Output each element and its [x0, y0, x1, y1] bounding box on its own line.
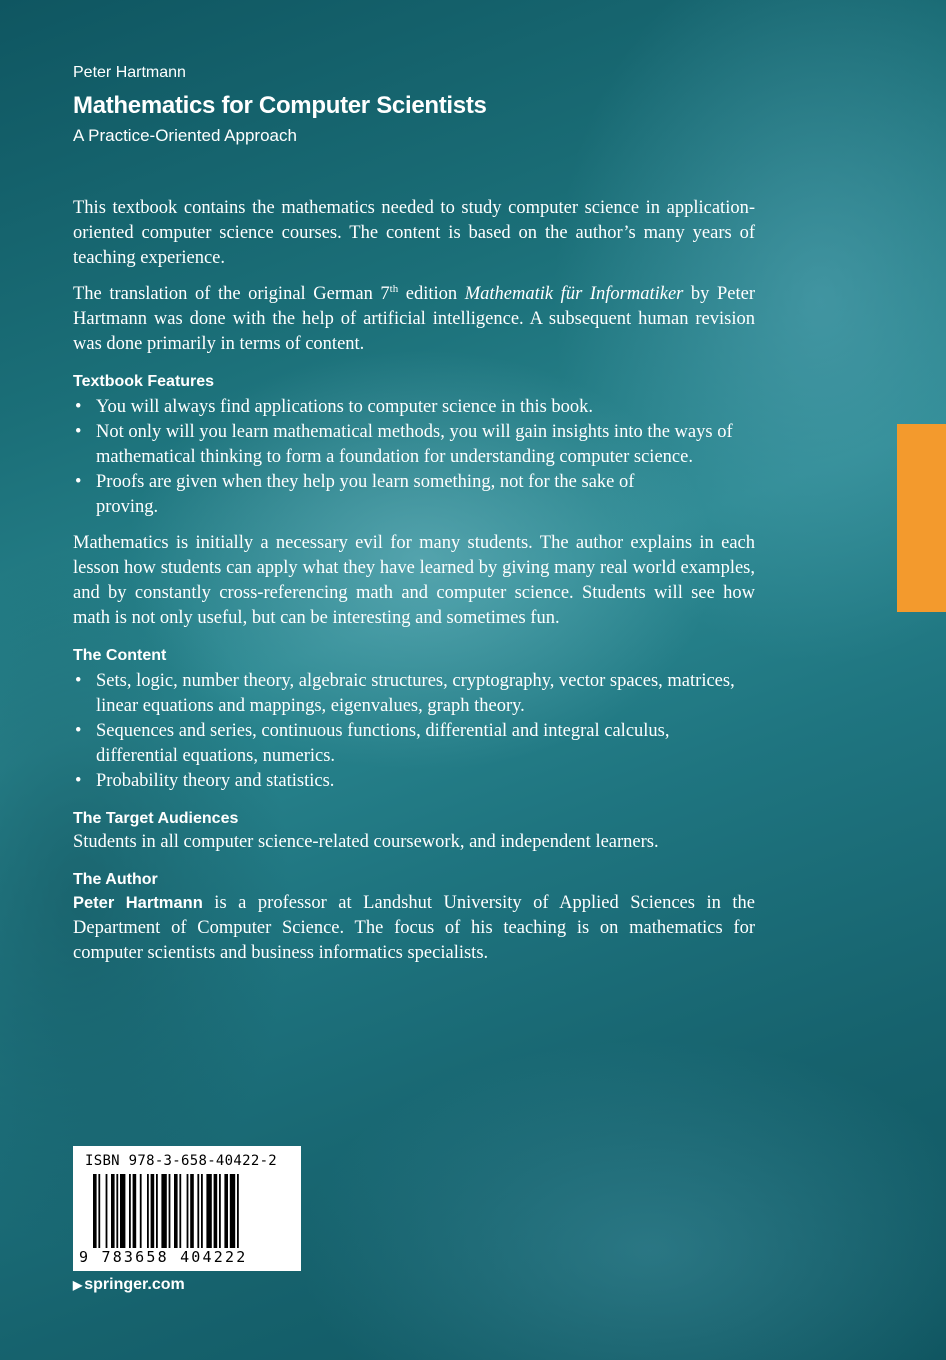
barcode-bar	[237, 1174, 239, 1248]
features-list	[73, 395, 755, 520]
book-title: Mathematics for Computer Scientists	[73, 92, 487, 119]
barcode-bar	[120, 1174, 125, 1248]
author-bio-name: Peter Hartmann	[73, 894, 203, 912]
barcode-digits: 9 783658 404222	[79, 1248, 248, 1266]
barcode-bar	[147, 1174, 149, 1248]
list-item: • Proofs are given when they help you learn something, not for the sake of proving.	[75, 472, 635, 517]
barcode-bar	[129, 1174, 131, 1248]
barcode-bar	[197, 1174, 199, 1248]
author-bio: Peter Hartmann is a professor at Landshut University of Applied Sciences in the Department of Computer Science. The focus of his teaching is on mathematics for computer scientists and business informatics specialists.	[73, 893, 755, 963]
orange-color-tab	[897, 424, 946, 612]
audience-heading: The Target Audiences	[73, 810, 239, 827]
barcode-bar	[174, 1174, 178, 1248]
barcode-bar	[214, 1174, 218, 1248]
content-list	[73, 669, 755, 794]
barcode-bar	[106, 1174, 108, 1248]
list-item: • Probability theory and statistics.	[75, 771, 335, 791]
barcode-bar	[140, 1174, 142, 1248]
intro-paragraph: This textbook contains the mathematics needed to study computer science in application-oriented computer science courses. The content is based on the author’s many years of teaching experience.	[73, 198, 755, 268]
barcode-bar	[116, 1174, 118, 1248]
barcode-bar	[111, 1174, 115, 1248]
book-subtitle: A Practice-Oriented Approach	[73, 126, 297, 145]
barcode-bar	[133, 1174, 137, 1248]
author-name: Peter Hartmann	[73, 64, 186, 81]
content-heading: The Content	[73, 647, 167, 664]
springer-link[interactable]	[73, 1276, 185, 1294]
barcode-bar	[190, 1174, 194, 1248]
barcode-bar	[156, 1174, 158, 1248]
barcode-bar	[219, 1174, 221, 1248]
barcode-bar	[230, 1174, 235, 1248]
arrow-icon: ▶	[73, 1278, 83, 1292]
translation-paragraph: The translation of the original German 7th edition Mathematik für Informatiker by Peter Hartmann was done with the help of artificial intelligence. A subsequent human revision was done primarily in terms of content.	[73, 282, 756, 354]
barcode-bar	[169, 1174, 171, 1248]
list-item: • Not only will you learn mathematical methods, you will gain insights into the ways of mathematical thinking to form a foundation for understanding computer science.	[75, 422, 733, 467]
features-heading: Textbook Features	[73, 373, 215, 390]
barcode-bar	[206, 1174, 211, 1248]
barcode-bars	[93, 1174, 283, 1248]
list-item: • You will always find applications to computer science in this book.	[75, 397, 594, 417]
isbn-barcode	[73, 1146, 301, 1271]
motivation-paragraph: Mathematics is initially a necessary evil for many students. The author explains in each lesson how students can apply what they have learned by giving many real world examples, and by constantly cross-referencing math and computer science. Students will see how math is not only useful, but can be interesting and sometimes fun.	[73, 533, 755, 628]
back-cover-text	[73, 196, 755, 977]
list-item: • Sets, logic, number theory, algebraic structures, cryptography, vector spaces, matrices, linear equations and mappings, eigenvalues, graph theory.	[75, 671, 735, 716]
original-title: Mathematik für Informatiker	[464, 284, 684, 304]
springer-link-text: springer.com	[84, 1276, 185, 1293]
list-item: • Sequences and series, continuous functions, differential and integral calculus, differential equations, numerics.	[75, 721, 670, 766]
barcode-bar	[151, 1174, 155, 1248]
barcode-bar	[161, 1174, 166, 1248]
isbn-label: ISBN 978-3-658-40422-2	[85, 1153, 278, 1169]
barcode-bar	[224, 1174, 228, 1248]
barcode-bar	[187, 1174, 189, 1248]
barcode-bar	[93, 1174, 97, 1248]
barcode-bar	[201, 1174, 203, 1248]
audience-text: Students in all computer science-related coursework, and independent learners.	[73, 832, 659, 852]
barcode-bar	[179, 1174, 181, 1248]
barcode-bar	[98, 1174, 100, 1248]
author-heading: The Author	[73, 871, 158, 888]
